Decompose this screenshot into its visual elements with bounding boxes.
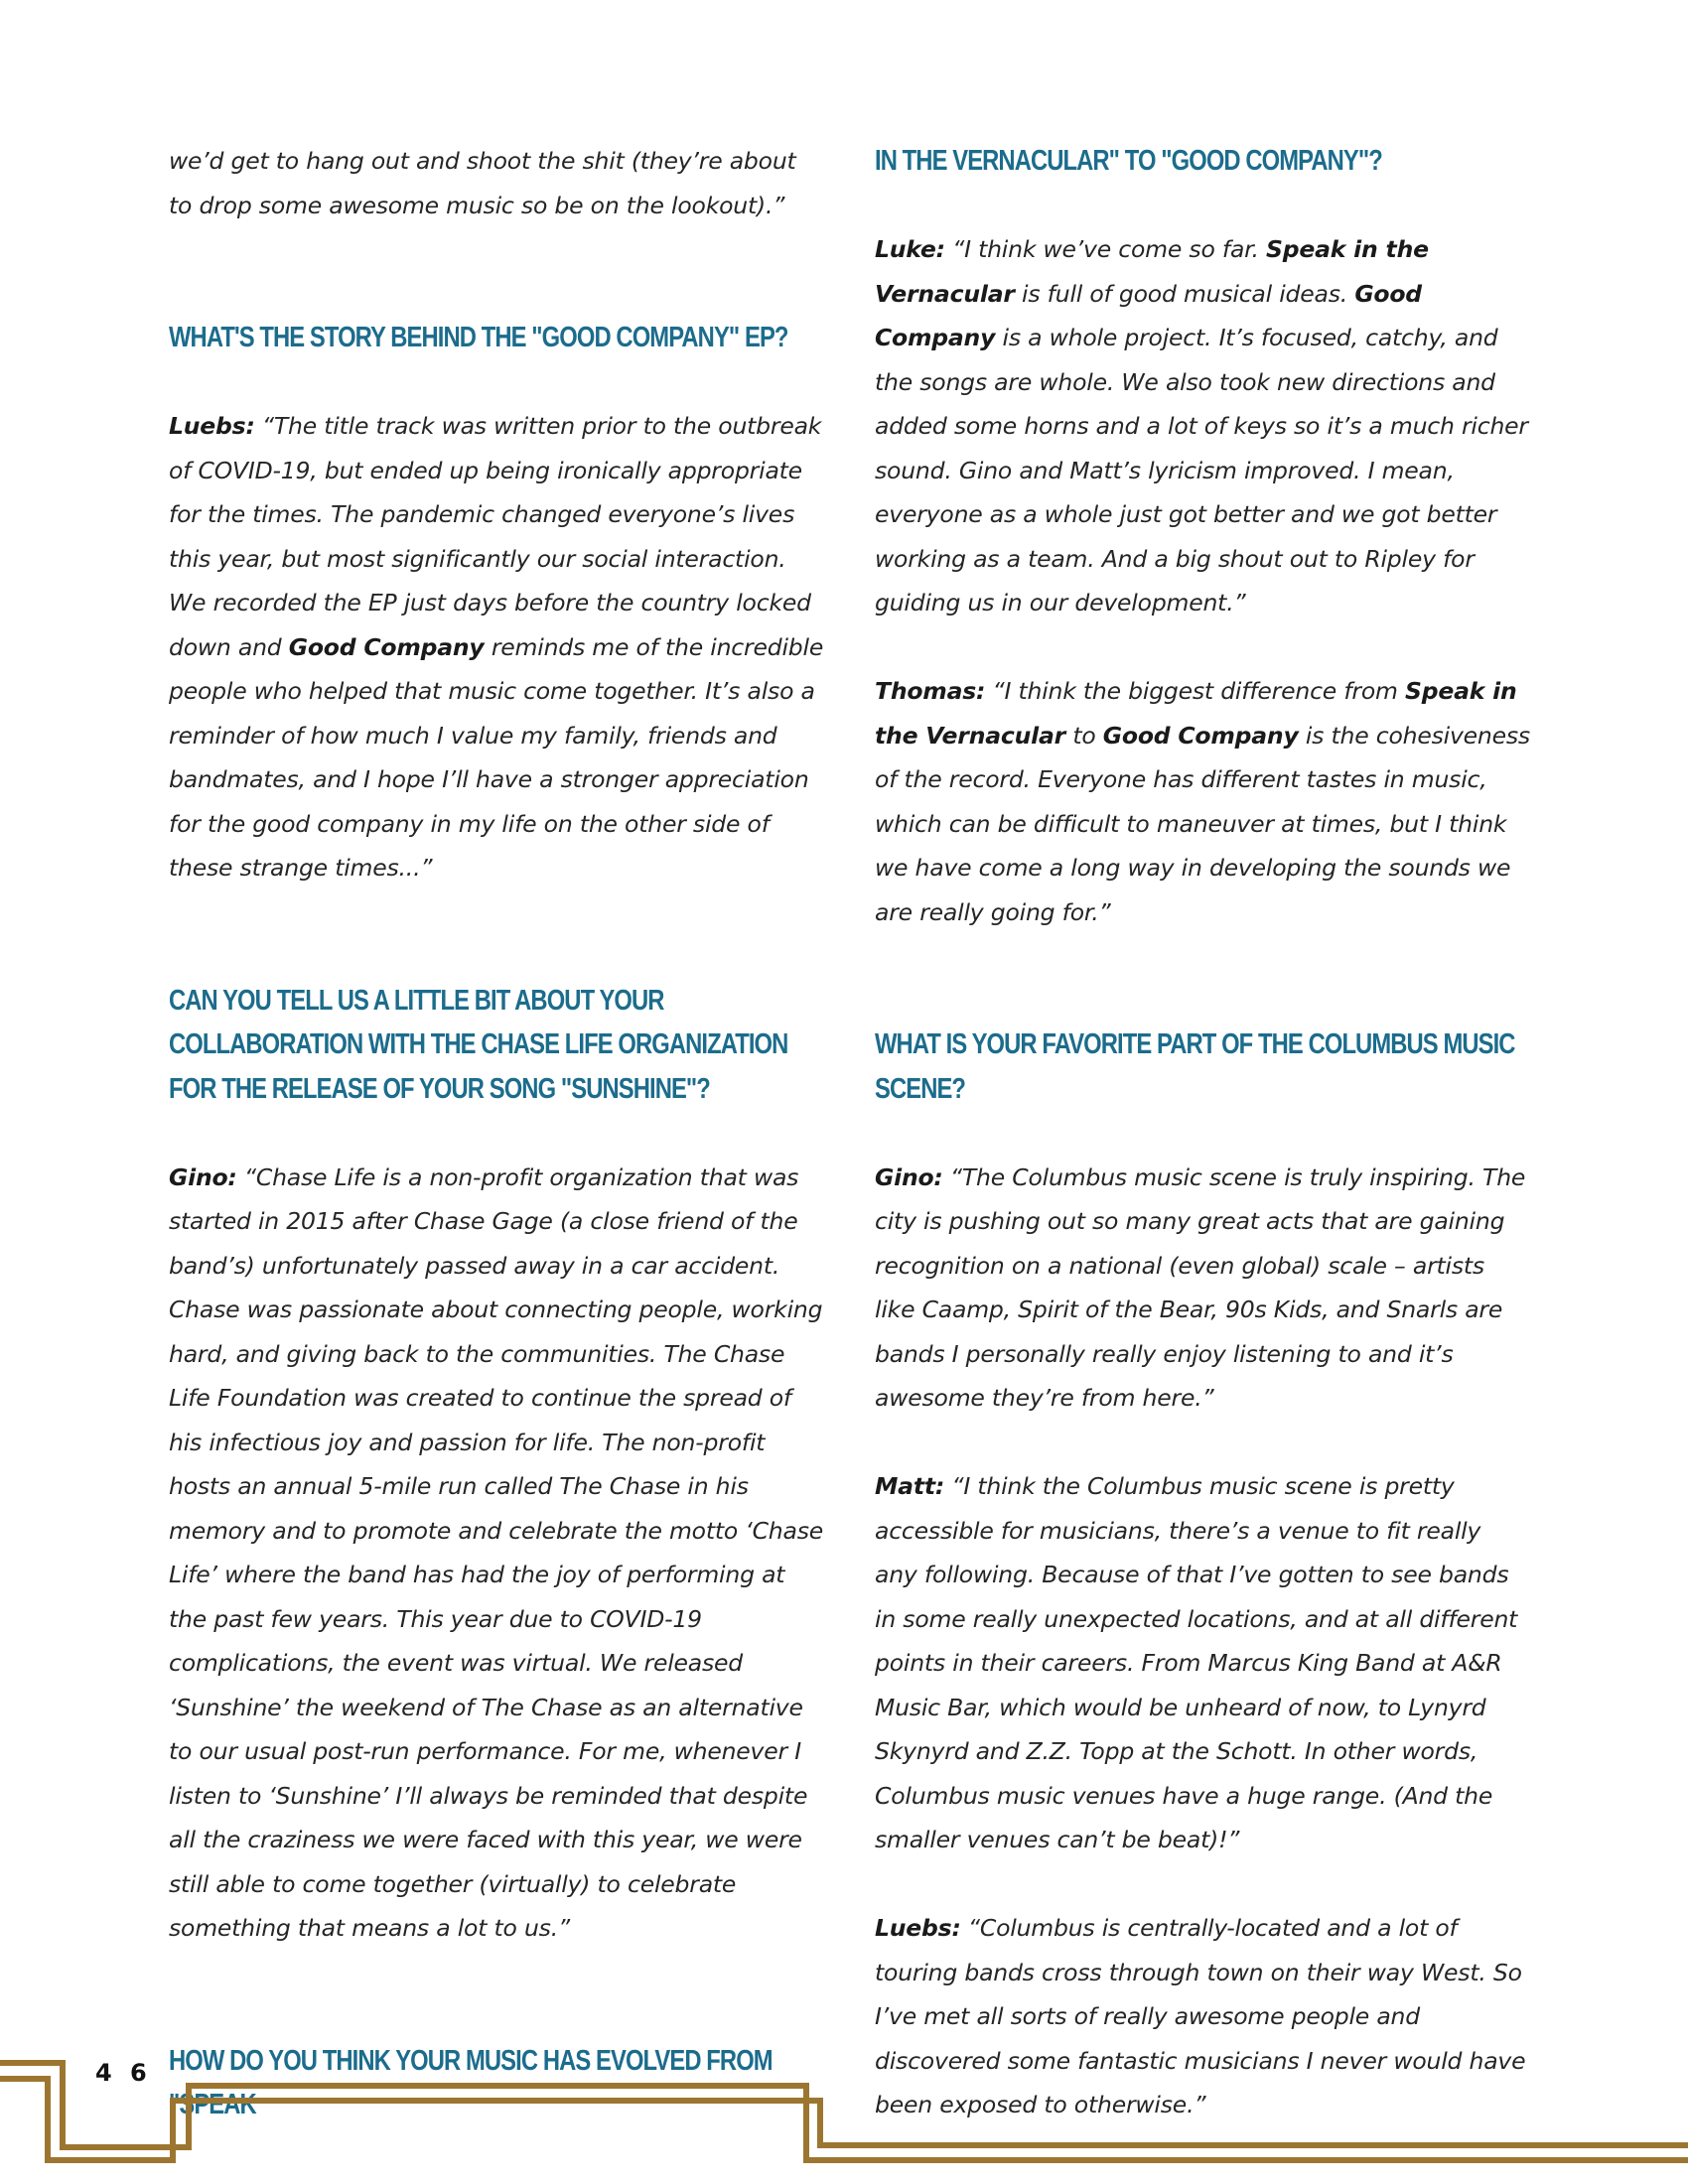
album-title: Good Company — [875, 279, 1422, 351]
answer-text: is a whole project. It’s focused, catchy, and the songs are whole. We also took new directions and added some horns and a lot of keys so it’s a much richer sound. Gino and Matt’s lyricism improved. I mean, everyone as a whole just got better and we got better working as a team. And a big shout out to Ripley for guiding us in our development.” — [875, 324, 1528, 616]
question-heading-evolution-continued: IN THE VERNACULAR" TO "GOOD COMPANY"? — [875, 145, 1382, 177]
album-title: Speak in the Vernacular — [875, 235, 1429, 308]
speaker-name: Thomas: — [875, 677, 986, 705]
answer-text: “Chase Life is a non-profit organization that was started in 2015 after Chase Gage (a close friend of the band’s) unfortunately passed away in a car accident. Chase was passionate about connecting people, working hard, and giving back to the communities. The Chase Life Foundation was created to continue the spread of his infectious joy and passion for life. The non-profit hosts an annual 5-mile run called The Chase in his memory and to promote and celebrate the motto ‘Chase Life’ where the band has had the joy of performing at the past few years. This year due to COVID-19 complications, the event was virtual. We released ‘Sunshine’ the weekend of The Chase as an alternative to our usual post-run performance. For me, whenever I listen to ‘Sunshine’ I’ll always be reminded that despite all the craziness we were faced with this year, we were still able to come together (virtually) to celebrate something that means a lot to us.” — [169, 1162, 823, 1942]
question-heading-columbus-scene: WHAT IS YOUR FAVORITE PART OF THE COLUMBUS MUSIC SCENE? — [875, 1028, 1515, 1105]
answer-text: reminds me of the incredible people who helped that music come together. It’s also a reminder of how much I value my family, friends and bandmates, and I hope I’ll have a stronger appreciation for the good company in my life on the other side of these strange times...” — [169, 632, 824, 882]
speaker-name: Gino: — [169, 1162, 237, 1191]
speaker-name: Luke: — [875, 235, 945, 263]
album-title: Speak in the Vernacular — [875, 677, 1517, 750]
answer-text: “I think we’ve come so far. — [944, 235, 1267, 263]
album-title: Good Company — [288, 632, 485, 661]
answer-text: is the cohesiveness of the record. Everyone has different tastes in music, which can be difficult to maneuver at times, but I think we have come a long way in developing the sounds we are really going for.” — [875, 721, 1530, 926]
album-title: Good Company — [1102, 721, 1299, 750]
question-heading-chase-life: CAN YOU TELL US A LITTLE BIT ABOUT YOUR COLLABORATION WITH THE CHASE LIFE ORGANIZATION FOR THE RELEASE OF YOUR SONG "SUNSHINE"? — [169, 984, 788, 1105]
answer-text: “I think the Columbus music scene is pretty accessible for musicians, there’s a venue to fit really any following. Because of that I’ve gotten to see bands in some really unexpected locations, and at all different points in their careers. From Marcus King Band at A&R Music Bar, which would be unheard of now, to Lynyrd Skynyrd and Z.Z. Topp at the Schott. In other words, Columbus music venues have a huge range. (And the smaller venues can’t be beat)!” — [875, 1472, 1518, 1853]
page-number: 4 6 — [95, 2059, 152, 2087]
answer-text: “The title track was written prior to the outbreak of COVID-19, but ended up being ironically appropriate for the times. The pandemic changed everyone’s lives this year, but most significantly our social interaction. We recorded the EP just days before the country locked down and — [169, 412, 822, 661]
question-heading-evolution: HOW DO YOU THINK YOUR MUSIC HAS EVOLVED FROM "SPEAK — [169, 2044, 773, 2120]
intro-paragraph: we’d get to hang out and shoot the shit (they’re about to drop some awesome music so be on the lookout).” — [169, 147, 796, 219]
speaker-name: Matt: — [875, 1472, 945, 1500]
frame-line-inner — [0, 2079, 1688, 2160]
speaker-name: Luebs: — [875, 1914, 961, 1942]
question-heading-good-company-ep: WHAT'S THE STORY BEHIND THE "GOOD COMPANY" EP? — [169, 322, 788, 353]
answer-text: to — [1065, 721, 1103, 750]
answer-text: “The Columbus music scene is truly inspiring. The city is pushing out so many great acts that are gaining recognition on a national (even global) scale – artists like Caamp, Spirit of the Bear, 90s Kids, and Snarls are bands I personally really enjoy listening to and it’s awesome they’re from here.” — [875, 1162, 1526, 1412]
answer-text: “Columbus is centrally-located and a lot of touring bands cross through town on their way West. So I’ve met all sorts of really awesome people and discovered some fantastic musicians I never would have been exposed to otherwise.” — [875, 1914, 1526, 2118]
answer-text: “I think the biggest difference from — [985, 677, 1405, 705]
speaker-name: Luebs: — [169, 412, 255, 440]
speaker-name: Gino: — [875, 1162, 943, 1191]
answer-text: is full of good musical ideas. — [1014, 279, 1355, 308]
